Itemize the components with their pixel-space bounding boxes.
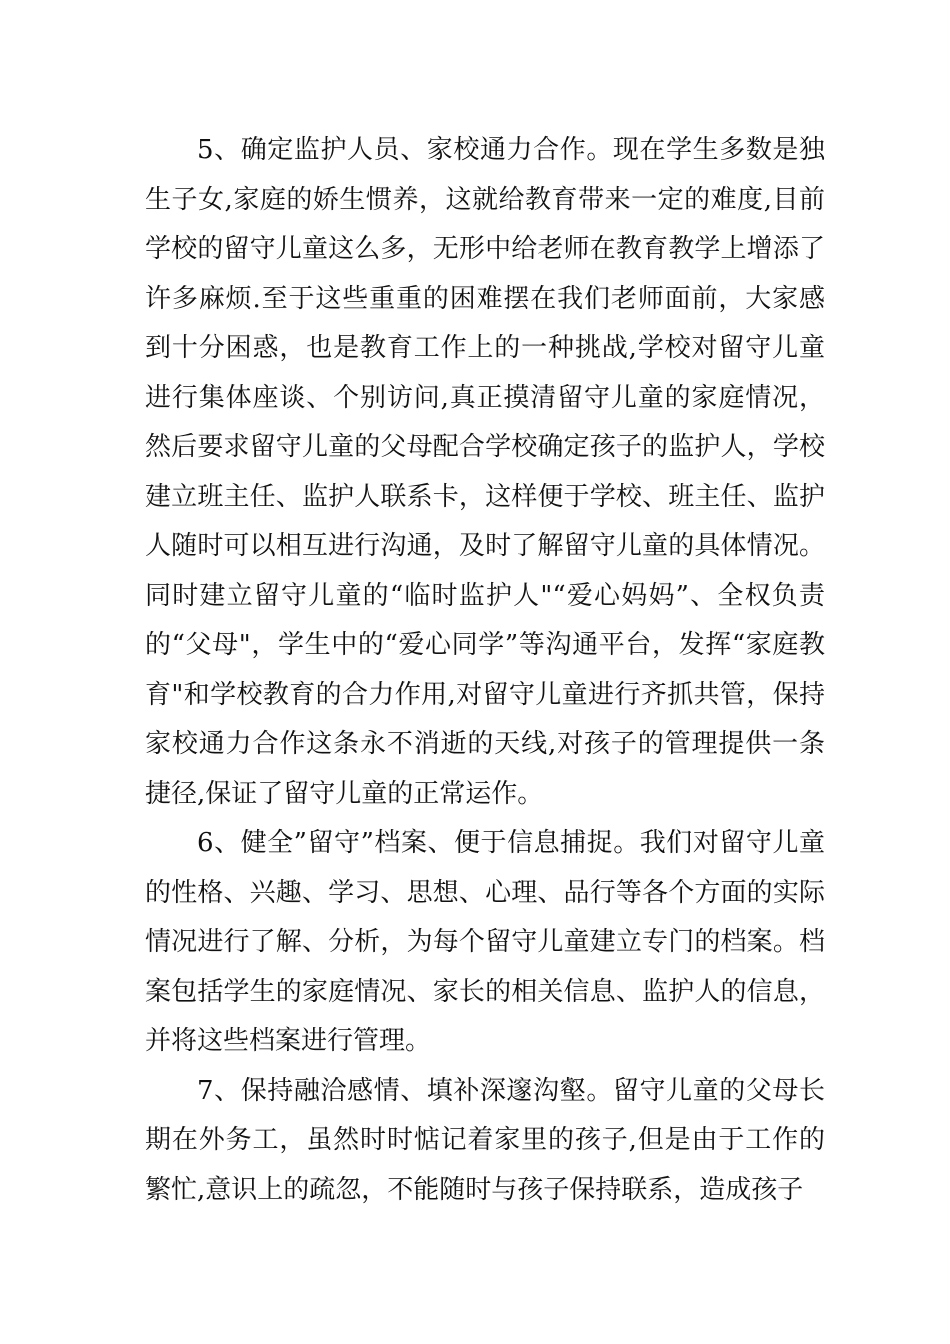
paragraph-item-7: 7、保持融洽感情、填补深邃沟壑。留守儿童的父母长期在外务工，虽然时时惦记着家里的孩子,但是由于工作的繁忙,意识上的疏忽，不能随时与孩子保持联系，造成孩子 [145, 1075, 825, 1205]
paragraph-item-5: 5、确定监护人员、家校通力合作。现在学生多数是独生子女,家庭的娇生惯养，这就给教育带来一定的难度,目前学校的留守儿童这么多，无形中给老师在教育教学上增添了许多麻烦.至于这些重重的困难摆在我们老师面前，大家感到十分困惑，也是教育工作上的一种挑战,学校对留守儿童进行集体座谈、个别访问,真正摸清留守儿童的家庭情况，然后要求留守儿童的父母配合学校确定孩子的监护人，学校建立班主任、监护人联系卡，这样便于学校、班主任、监护人随时可以相互进行沟通，及时了解留守儿童的具体情况。同时建立留守儿童的“临时监护人"“爱心妈妈”、全权负责的“父母"，学生中的“爱心同学”等沟通平台，发挥“家庭教育"和学校教育的合力作用,对留守儿童进行齐抓共管，保持家校通力合作这条永不消逝的天线,对孩子的管理提供一条捷径,保证了留守儿童的正常运作。 [145, 135, 825, 809]
paragraph-item-6: 6、健全”留守”档案、便于信息捕捉。我们对留守儿童的性格、兴趣、学习、思想、心理、品行等各个方面的实际情况进行了解、分析，为每个留守儿童建立专门的档案。档案包括学生的家庭情况、家长的相关信息、监护人的信息，并将这些档案进行管理。 [145, 828, 825, 1056]
document-body [145, 126, 825, 1215]
